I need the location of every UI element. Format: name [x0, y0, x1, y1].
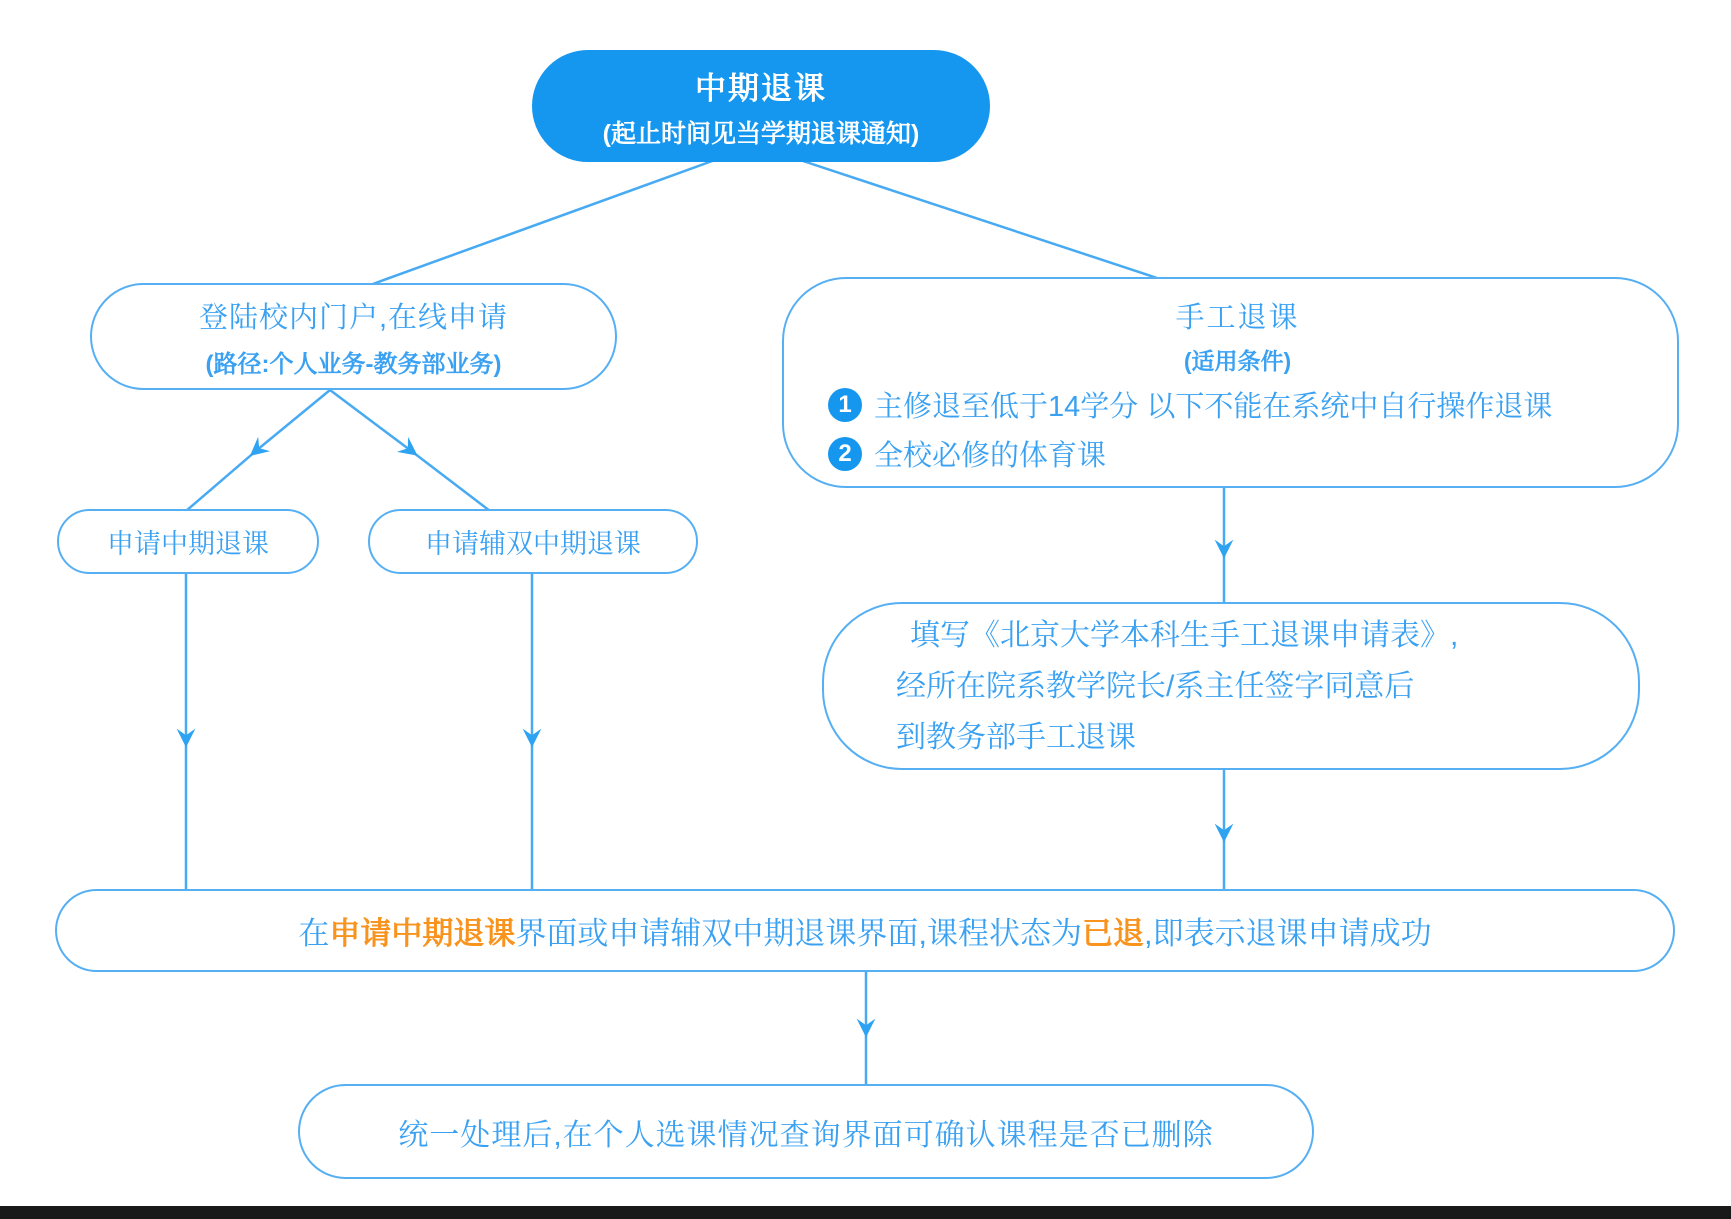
result-text-2: 界面或申请辅双中期退课界面,课程状态为 [515, 916, 1082, 951]
edge-online-to-apply-minor [330, 390, 490, 511]
manual-condition-1-text: 主修退至低于14学分 以下不能在系统中自行操作退课 [874, 391, 1553, 423]
apply-minor-label: 申请辅双中期退课 [425, 529, 641, 559]
result-text-1: 在 [298, 916, 330, 951]
edge-online-to-apply-main [186, 390, 330, 511]
bottom-edge-bar [0, 1206, 1731, 1219]
manual-condition-1 [828, 384, 1647, 425]
edge-root-to-manual [800, 160, 1157, 278]
result-highlight-dropped: 已退 [1082, 916, 1144, 951]
online-apply-line1: 登陆校内门户,在线申请 [198, 301, 509, 334]
result-highlight-apply: 申请中期退课 [329, 916, 516, 951]
node-status-result [55, 889, 1675, 972]
final-confirm-label: 统一处理后,在个人选课情况查询界面可确认课程是否已删除 [398, 1118, 1214, 1152]
apply-midterm-label: 申请中期退课 [107, 529, 269, 559]
node-final-confirm [298, 1084, 1314, 1179]
online-apply-line2: (路径:个人业务-教务部业务) [205, 350, 502, 378]
node-apply-minor-midterm [368, 509, 698, 574]
root-subtitle: (起止时间见当学期退课通知) [602, 119, 920, 148]
node-online-apply [90, 283, 617, 390]
manual-condition-2-text: 全校必修的体育课 [874, 440, 1107, 472]
root-title: 中期退课 [695, 70, 827, 106]
manual-condition-2 [828, 433, 1647, 474]
edge-root-to-online [370, 160, 715, 285]
node-manual-form [822, 602, 1640, 770]
node-manual-withdrawal [782, 277, 1679, 488]
number-1-icon: 1 [828, 388, 862, 422]
result-text-3: ,即表示退课申请成功 [1144, 916, 1432, 951]
manual-form-line3: 到教务部手工退课 [896, 720, 1136, 754]
manual-subtitle: (适用条件) [1183, 348, 1292, 374]
manual-form-line2: 经所在院系教学院长/系主任签字同意后 [896, 669, 1415, 703]
manual-form-line1: 填写《北京大学本科生手工退课申请表》, [910, 618, 1459, 652]
node-apply-midterm [57, 509, 319, 574]
node-midterm-withdrawal [532, 50, 990, 162]
manual-title: 手工退课 [1175, 302, 1300, 334]
number-2-icon: 2 [828, 437, 862, 471]
